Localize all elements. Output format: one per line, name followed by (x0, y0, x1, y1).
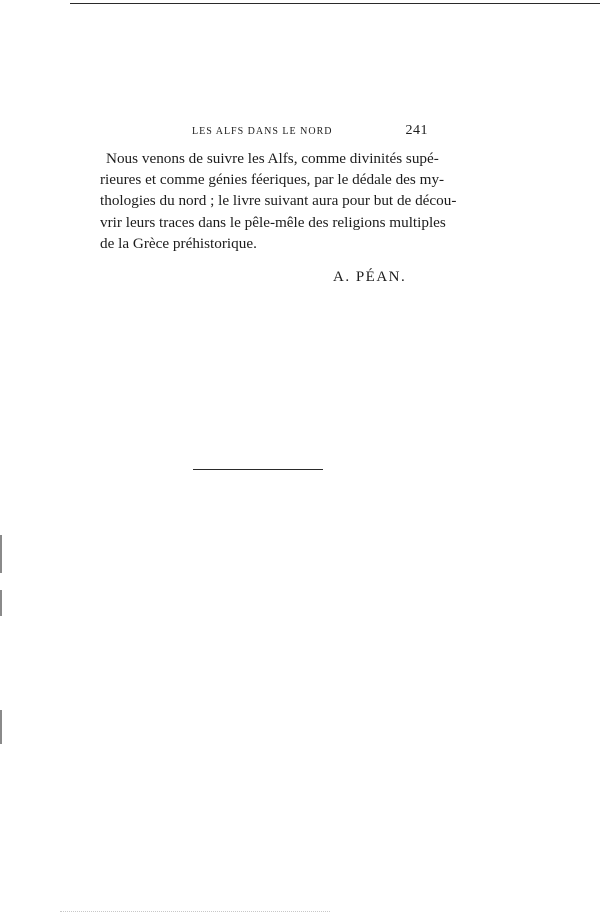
top-border-rule (70, 3, 600, 4)
paragraph-line: vrir leurs traces dans le pêle-mêle des religions multiples (100, 213, 446, 231)
body-paragraph (100, 148, 457, 254)
scan-bottom-specks (60, 911, 330, 912)
paragraph-line: rieures et comme génies féeriques, par le dédale des my- (100, 171, 445, 189)
section-end-rule (193, 469, 323, 470)
scan-edge-mark (0, 535, 2, 573)
scan-edge-mark (0, 710, 2, 744)
paragraph-line: thologies du nord ; le livre suivant aura pour but de décou- (100, 192, 457, 210)
scan-edge-mark (0, 590, 2, 616)
running-head (100, 124, 430, 142)
paragraph-line: de la Grèce préhistorique. (100, 234, 257, 252)
running-title: LES ALFS DANS LE NORD (192, 126, 333, 137)
page-number: 241 (405, 123, 428, 138)
paragraph-line: Nous venons de suivre les Alfs, comme divinités supé- (106, 150, 439, 167)
author-signature: A. PÉAN. (333, 269, 407, 285)
